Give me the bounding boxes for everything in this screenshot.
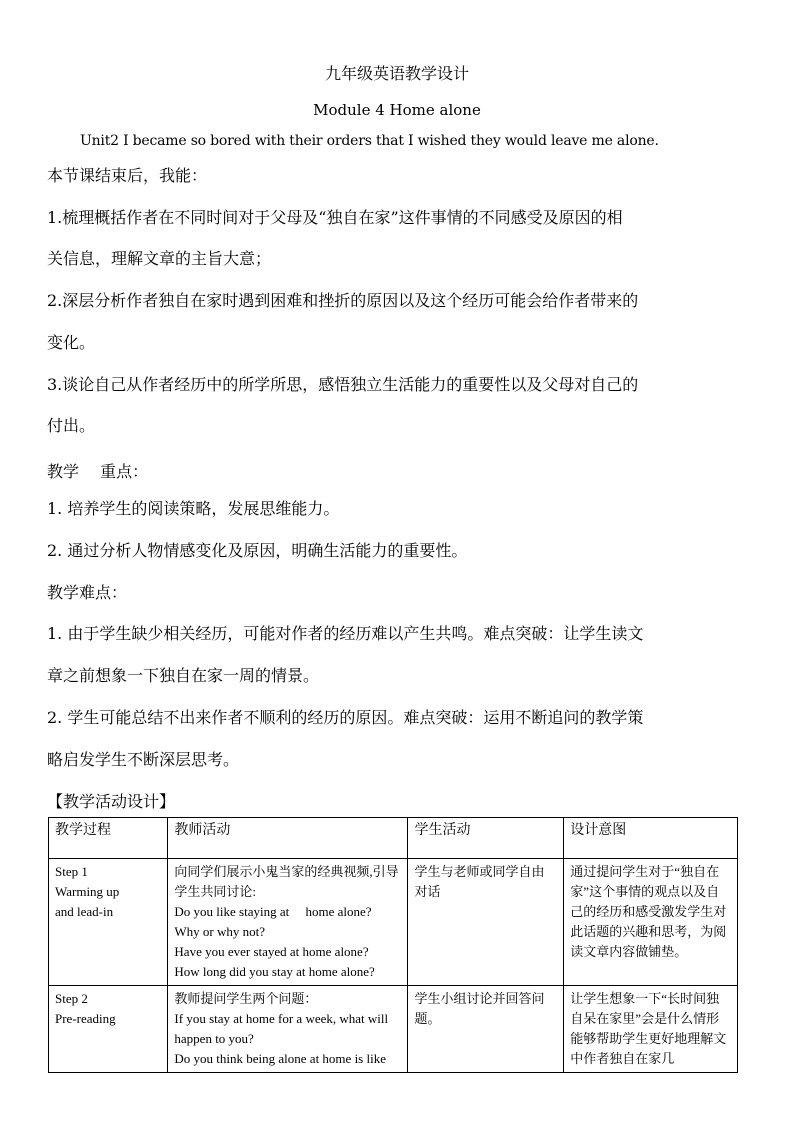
objective-3: 3.谈论自己从作者经历中的所学所思，感悟独立生活能力的重要性以及父母对自己的 — [47, 375, 639, 394]
step-cell — [49, 986, 168, 1073]
question: How long did you stay at home alone? — [174, 964, 375, 979]
teacher-activity-text: 教师提问学生两个问题： — [174, 991, 318, 1006]
activity-table — [48, 817, 738, 1073]
table-header-row — [49, 818, 738, 859]
difficulty-1: 1. 由于学生缺少相关经历，可能对作者的经历难以产生共鸣。难点突破：让学生读文 — [47, 624, 644, 643]
step-cell — [49, 859, 168, 986]
difficulties-heading: 教学难点： — [47, 583, 128, 602]
key-point-2: 2. 通过分析人物情感变化及原因，明确生活能力的重要性。 — [47, 541, 468, 560]
step-name: Warming up — [55, 884, 120, 899]
activity-design-heading: 【教学活动设计】 — [47, 792, 176, 811]
header-student-activity: 学生活动 — [408, 818, 564, 859]
objective-1-cont: 关信息，理解文章的主旨大意； — [47, 249, 272, 268]
design-intent-cell — [564, 986, 738, 1073]
difficulty-2: 2. 学生可能总结不出来作者不顺利的经历的原因。难点突破：运用不断追问的教学策 — [47, 708, 644, 727]
question: Do you like staying at home alone? — [174, 904, 372, 919]
objective-2: 2.深层分析作者独自在家时遇到困难和挫折的原因以及这个经历可能会给作者带来的 — [47, 291, 639, 310]
question: Do you think being alone at home is like — [174, 1051, 386, 1066]
objectives-intro: 本节课结束后，我能： — [47, 166, 208, 185]
difficulty-2-cont: 略启发学生不断深层思考。 — [47, 750, 240, 769]
question: If you stay at home for a week, what will happen to you? — [174, 1011, 389, 1046]
step-name: Pre-reading — [55, 1011, 116, 1026]
table-row — [49, 859, 738, 986]
module-title: Module 4 Home alone — [313, 101, 481, 119]
unit-title: Unit2 I became so bored with their orders that I wished they would leave me alone. — [80, 133, 659, 149]
teacher-activity-cell — [168, 859, 408, 986]
question: Why or why not? — [174, 924, 266, 939]
step-label: Step 1 — [55, 864, 88, 879]
difficulty-1-cont: 章之前想象一下独自在家一周的情景。 — [47, 666, 320, 685]
design-intent-cell — [564, 859, 738, 986]
document-title: 九年级英语教学设计 — [324, 64, 469, 83]
header-design-intent: 设计意图 — [564, 818, 738, 859]
design-intent-text: 通过提问学生对于“独自在家”这个事情的观点以及自己的经历和感受激发学生对此话题的兴趣和思考，为阅读文章内容做铺垫。 — [570, 864, 727, 959]
objective-2-cont: 变化。 — [47, 333, 96, 352]
question: Have you ever stayed at home alone? — [174, 944, 369, 959]
step-name-cont: and lead-in — [55, 904, 114, 919]
objective-3-cont: 付出。 — [47, 416, 96, 435]
student-activity-cell — [408, 859, 564, 986]
design-intent-text: 让学生想象一下“长时间独自呆在家里”会是什么情形能够帮助学生更好地理解文中作者独自在家几 — [570, 991, 727, 1066]
key-point-1: 1. 培养学生的阅读策略，发展思维能力。 — [47, 499, 340, 518]
teacher-activity-cell — [168, 986, 408, 1073]
student-activity-text: 学生小组讨论并回答问题。 — [414, 991, 545, 1026]
objective-1: 1.梳理概括作者在不同时间对于父母及“独自在家”这件事情的不同感受及原因的相 — [47, 208, 623, 227]
student-activity-text: 学生与老师或同学自由对话 — [414, 864, 545, 899]
header-teacher-activity: 教师活动 — [168, 818, 408, 859]
key-points-heading: 教学 重点： — [47, 462, 149, 481]
step-label: Step 2 — [55, 991, 88, 1006]
teacher-activity-text: 向同学们展示小鬼当家的经典视频,引导学生共同讨论: — [174, 864, 399, 899]
student-activity-cell — [408, 986, 564, 1073]
table-row — [49, 986, 738, 1073]
header-process: 教学过程 — [49, 818, 168, 859]
